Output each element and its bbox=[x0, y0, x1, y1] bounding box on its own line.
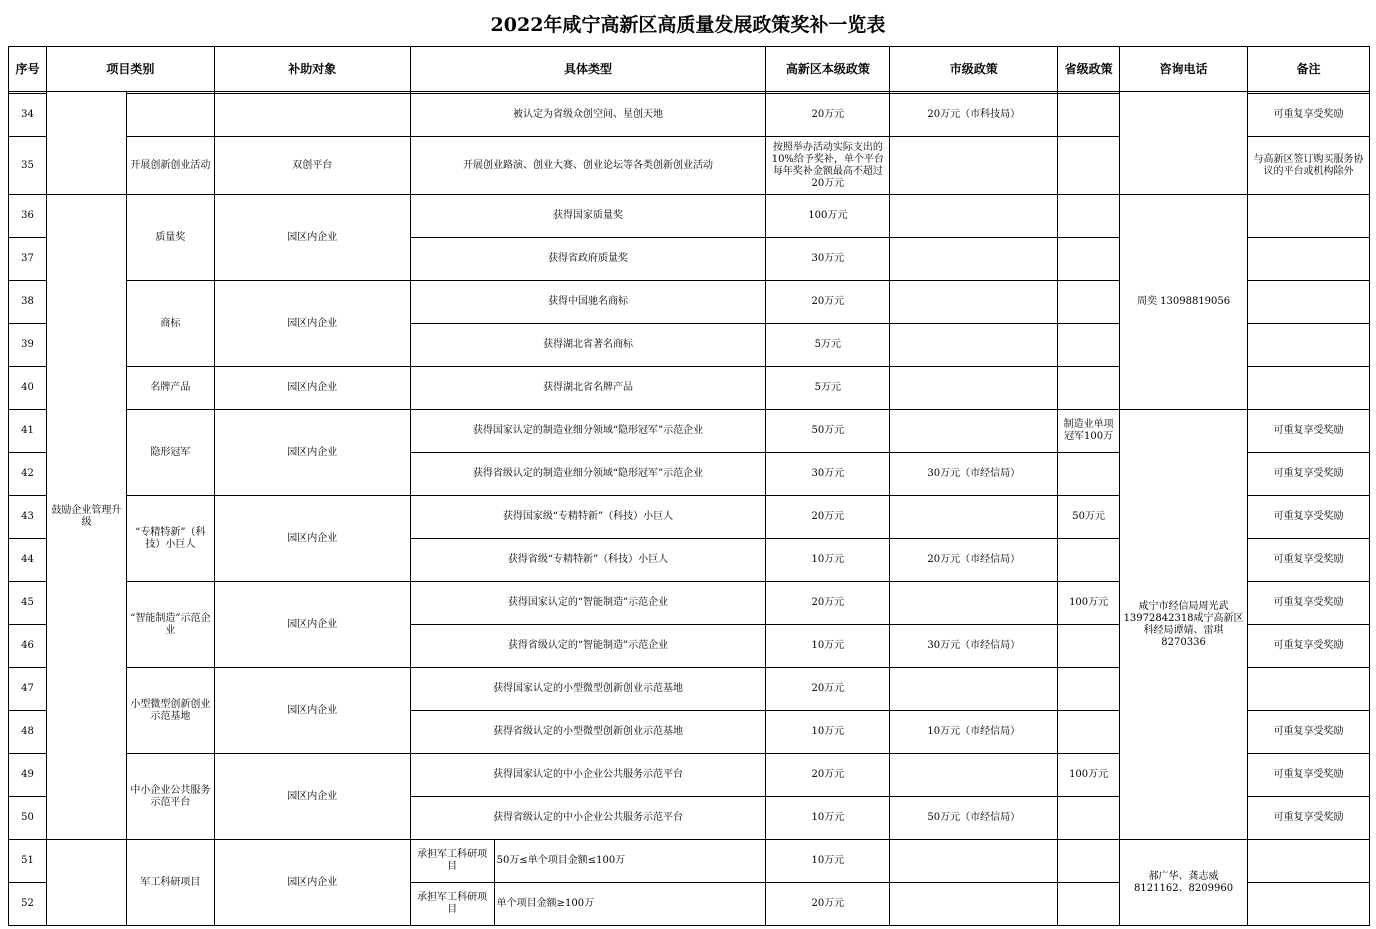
cell-no: 49 bbox=[9, 754, 47, 797]
province-cell bbox=[1058, 94, 1120, 137]
city-cell bbox=[890, 840, 1058, 883]
type-cell: 获得国家认定的小型微型创新创业示范基地 bbox=[410, 668, 766, 711]
category-cell bbox=[46, 840, 126, 926]
type-cell: 获得国家级“专精特新”（科技）小巨人 bbox=[410, 496, 766, 539]
note-cell bbox=[1248, 367, 1370, 410]
note-cell bbox=[1248, 668, 1370, 711]
target-cell: 园区内企业 bbox=[214, 496, 410, 582]
city-cell bbox=[890, 281, 1058, 324]
city-cell bbox=[890, 668, 1058, 711]
subcategory-cell bbox=[126, 94, 214, 137]
note-cell: 可重复享受奖励 bbox=[1248, 496, 1370, 539]
local-cell: 20万元 bbox=[766, 496, 890, 539]
city-cell: 30万元（市经信局） bbox=[890, 625, 1058, 668]
document-title: 2022年咸宁高新区高质量发展政策奖补一览表 bbox=[490, 14, 886, 36]
phone-cell: 周奕 13098819056 bbox=[1120, 195, 1248, 410]
table-body-viewport bbox=[8, 91, 1370, 926]
subcategory-cell: “智能制造”示范企业 bbox=[126, 582, 214, 668]
note-cell: 可重复享受奖励 bbox=[1248, 410, 1370, 453]
type-cell: 获得湖北省著名商标 bbox=[410, 324, 766, 367]
type-cell: 获得国家质量奖 bbox=[410, 195, 766, 238]
province-cell bbox=[1058, 137, 1120, 195]
phone-cell bbox=[1120, 80, 1248, 195]
cell-no: 34 bbox=[9, 94, 47, 137]
local-cell: 10万元 bbox=[766, 840, 890, 883]
subcategory-cell: 商标 bbox=[126, 281, 214, 367]
province-cell: 50万元 bbox=[1058, 496, 1120, 539]
cell-no: 50 bbox=[9, 797, 47, 840]
type-cell: 获得国家认定的“智能制造”示范企业 bbox=[410, 582, 766, 625]
city-cell: 50万元（市经信局） bbox=[890, 797, 1058, 840]
note-cell: 可重复享受奖励 bbox=[1248, 625, 1370, 668]
city-cell bbox=[890, 324, 1058, 367]
type-cell: 被认定为省级众创空间、星创天地 bbox=[410, 94, 766, 137]
type-cell: 获得国家认定的制造业细分领域“隐形冠军”示范企业 bbox=[410, 410, 766, 453]
col-header-type: 具体类型 bbox=[410, 47, 766, 92]
note-cell: 可重复享受奖励 bbox=[1248, 94, 1370, 137]
cell-no: 36 bbox=[9, 195, 47, 238]
table-row bbox=[9, 195, 1370, 238]
local-cell: 100万元 bbox=[766, 195, 890, 238]
type-cell: 获得省级认定的中小企业公共服务示范平台 bbox=[410, 797, 766, 840]
local-cell: 5万元 bbox=[766, 367, 890, 410]
type-cell: 开展创业路演、创业大赛、创业论坛等各类创新创业活动 bbox=[410, 137, 766, 195]
type-a-cell: 承担军工科研项目 bbox=[410, 840, 494, 883]
type-cell: 获得中国驰名商标 bbox=[410, 281, 766, 324]
local-cell: 50万元 bbox=[766, 410, 890, 453]
table-header bbox=[8, 46, 1370, 92]
category-cell: 鼓励企业管理升级 bbox=[46, 195, 126, 840]
city-cell bbox=[890, 238, 1058, 281]
province-cell bbox=[1058, 453, 1120, 496]
local-cell: 20万元 bbox=[766, 582, 890, 625]
province-cell bbox=[1058, 668, 1120, 711]
type-b-cell: 单个项目金额≥100万 bbox=[494, 883, 766, 926]
note-cell bbox=[1248, 324, 1370, 367]
target-cell: 双创平台 bbox=[214, 137, 410, 195]
note-cell bbox=[1248, 840, 1370, 883]
local-cell: 20万元 bbox=[766, 94, 890, 137]
local-cell: 按照举办活动实际支出的10%给予奖补，单个平台每年奖补金额最高不超过20万元 bbox=[766, 137, 890, 195]
note-cell: 可重复享受奖励 bbox=[1248, 711, 1370, 754]
city-cell bbox=[890, 883, 1058, 926]
local-cell: 30万元 bbox=[766, 238, 890, 281]
province-cell bbox=[1058, 238, 1120, 281]
note-cell: 可重复享受奖励 bbox=[1248, 797, 1370, 840]
note-cell: 可重复享受奖励 bbox=[1248, 453, 1370, 496]
province-cell bbox=[1058, 625, 1120, 668]
cell-no: 48 bbox=[9, 711, 47, 754]
cell-no: 52 bbox=[9, 883, 47, 926]
note-cell: 可重复享受奖励 bbox=[1248, 539, 1370, 582]
target-cell: 园区内企业 bbox=[214, 582, 410, 668]
policy-table-sheet bbox=[8, 46, 1370, 926]
col-header-province-policy: 省级政策 bbox=[1058, 47, 1120, 92]
col-header-city-policy: 市级政策 bbox=[890, 47, 1058, 92]
type-cell: 获得省级“专精特新”（科技）小巨人 bbox=[410, 539, 766, 582]
cell-no: 37 bbox=[9, 238, 47, 281]
note-cell bbox=[1248, 195, 1370, 238]
note-cell: 与高新区签订购买服务协议的平台或机构除外 bbox=[1248, 137, 1370, 195]
city-cell bbox=[890, 195, 1058, 238]
province-cell bbox=[1058, 281, 1120, 324]
local-cell: 20万元 bbox=[766, 883, 890, 926]
col-header-phone: 咨询电话 bbox=[1120, 47, 1248, 92]
table-body bbox=[8, 79, 1370, 926]
cell-no: 47 bbox=[9, 668, 47, 711]
target-cell bbox=[214, 94, 410, 137]
col-header-no: 序号 bbox=[9, 47, 47, 92]
note-cell bbox=[1248, 238, 1370, 281]
subcategory-cell: 军工科研项目 bbox=[126, 840, 214, 926]
target-cell: 园区内企业 bbox=[214, 281, 410, 367]
province-cell: 100万元 bbox=[1058, 582, 1120, 625]
city-cell: 20万元（市科技局） bbox=[890, 94, 1058, 137]
subcategory-cell: “专精特新”（科技）小巨人 bbox=[126, 496, 214, 582]
type-cell: 获得省级认定的小型微型创新创业示范基地 bbox=[410, 711, 766, 754]
cell-no: 40 bbox=[9, 367, 47, 410]
subcategory-cell: 隐形冠军 bbox=[126, 410, 214, 496]
city-cell: 30万元（市经信局） bbox=[890, 453, 1058, 496]
city-cell bbox=[890, 410, 1058, 453]
cell-no: 38 bbox=[9, 281, 47, 324]
province-cell bbox=[1058, 840, 1120, 883]
cell-no: 43 bbox=[9, 496, 47, 539]
subcategory-cell: 质量奖 bbox=[126, 195, 214, 281]
type-cell: 获得省级认定的制造业细分领域“隐形冠军”示范企业 bbox=[410, 453, 766, 496]
col-header-local-policy: 高新区本级政策 bbox=[766, 47, 890, 92]
province-cell bbox=[1058, 324, 1120, 367]
note-cell bbox=[1248, 281, 1370, 324]
note-cell bbox=[1248, 883, 1370, 926]
subcategory-cell: 名牌产品 bbox=[126, 367, 214, 410]
cell-no: 39 bbox=[9, 324, 47, 367]
type-cell: 获得湖北省名牌产品 bbox=[410, 367, 766, 410]
local-cell: 20万元 bbox=[766, 668, 890, 711]
cell-no: 42 bbox=[9, 453, 47, 496]
note-cell: 可重复享受奖励 bbox=[1248, 582, 1370, 625]
city-cell bbox=[890, 582, 1058, 625]
cell-no: 41 bbox=[9, 410, 47, 453]
province-cell: 100万元 bbox=[1058, 754, 1120, 797]
category-cell bbox=[46, 80, 126, 195]
target-cell: 园区内企业 bbox=[214, 668, 410, 754]
table-row bbox=[9, 410, 1370, 453]
city-cell bbox=[890, 496, 1058, 539]
phone-cell: 郝广华、龚志威 8121162、8209960 bbox=[1120, 840, 1248, 926]
province-cell bbox=[1058, 195, 1120, 238]
local-cell: 10万元 bbox=[766, 711, 890, 754]
province-cell bbox=[1058, 711, 1120, 754]
province-cell bbox=[1058, 883, 1120, 926]
cell-no: 35 bbox=[9, 137, 47, 195]
col-header-target: 补助对象 bbox=[214, 47, 410, 92]
city-cell bbox=[890, 137, 1058, 195]
subcategory-cell: 中小企业公共服务示范平台 bbox=[126, 754, 214, 840]
province-cell: 制造业单项冠军100万 bbox=[1058, 410, 1120, 453]
province-cell bbox=[1058, 367, 1120, 410]
local-cell: 20万元 bbox=[766, 754, 890, 797]
cell-no: 44 bbox=[9, 539, 47, 582]
city-cell: 20万元（市经信局） bbox=[890, 539, 1058, 582]
col-header-category: 项目类别 bbox=[46, 47, 214, 92]
cell-no: 51 bbox=[9, 840, 47, 883]
type-cell: 获得国家认定的中小企业公共服务示范平台 bbox=[410, 754, 766, 797]
type-cell: 获得省政府质量奖 bbox=[410, 238, 766, 281]
province-cell bbox=[1058, 539, 1120, 582]
target-cell: 园区内企业 bbox=[214, 754, 410, 840]
local-cell: 10万元 bbox=[766, 539, 890, 582]
local-cell: 10万元 bbox=[766, 797, 890, 840]
target-cell: 园区内企业 bbox=[214, 195, 410, 281]
phone-cell: 咸宁市经信局周光武13972842318咸宁高新区科经局谭婧、雷琪 8270336 bbox=[1120, 410, 1248, 840]
table-row bbox=[9, 840, 1370, 883]
province-cell bbox=[1058, 797, 1120, 840]
target-cell: 园区内企业 bbox=[214, 410, 410, 496]
subcategory-cell: 小型微型创新创业示范基地 bbox=[126, 668, 214, 754]
local-cell: 20万元 bbox=[766, 281, 890, 324]
col-header-note: 备注 bbox=[1248, 47, 1370, 92]
type-b-cell: 50万≤单个项目金额≤100万 bbox=[494, 840, 766, 883]
local-cell: 30万元 bbox=[766, 453, 890, 496]
target-cell: 园区内企业 bbox=[214, 367, 410, 410]
cell-no: 46 bbox=[9, 625, 47, 668]
city-cell bbox=[890, 367, 1058, 410]
city-cell bbox=[890, 754, 1058, 797]
local-cell: 10万元 bbox=[766, 625, 890, 668]
subcategory-cell: 开展创新创业活动 bbox=[126, 137, 214, 195]
cell-no: 45 bbox=[9, 582, 47, 625]
city-cell: 10万元（市经信局） bbox=[890, 711, 1058, 754]
type-cell: 获得省级认定的“智能制造”示范企业 bbox=[410, 625, 766, 668]
target-cell: 园区内企业 bbox=[214, 840, 410, 926]
note-cell: 可重复享受奖励 bbox=[1248, 754, 1370, 797]
local-cell: 5万元 bbox=[766, 324, 890, 367]
type-a-cell: 承担军工科研项目 bbox=[410, 883, 494, 926]
